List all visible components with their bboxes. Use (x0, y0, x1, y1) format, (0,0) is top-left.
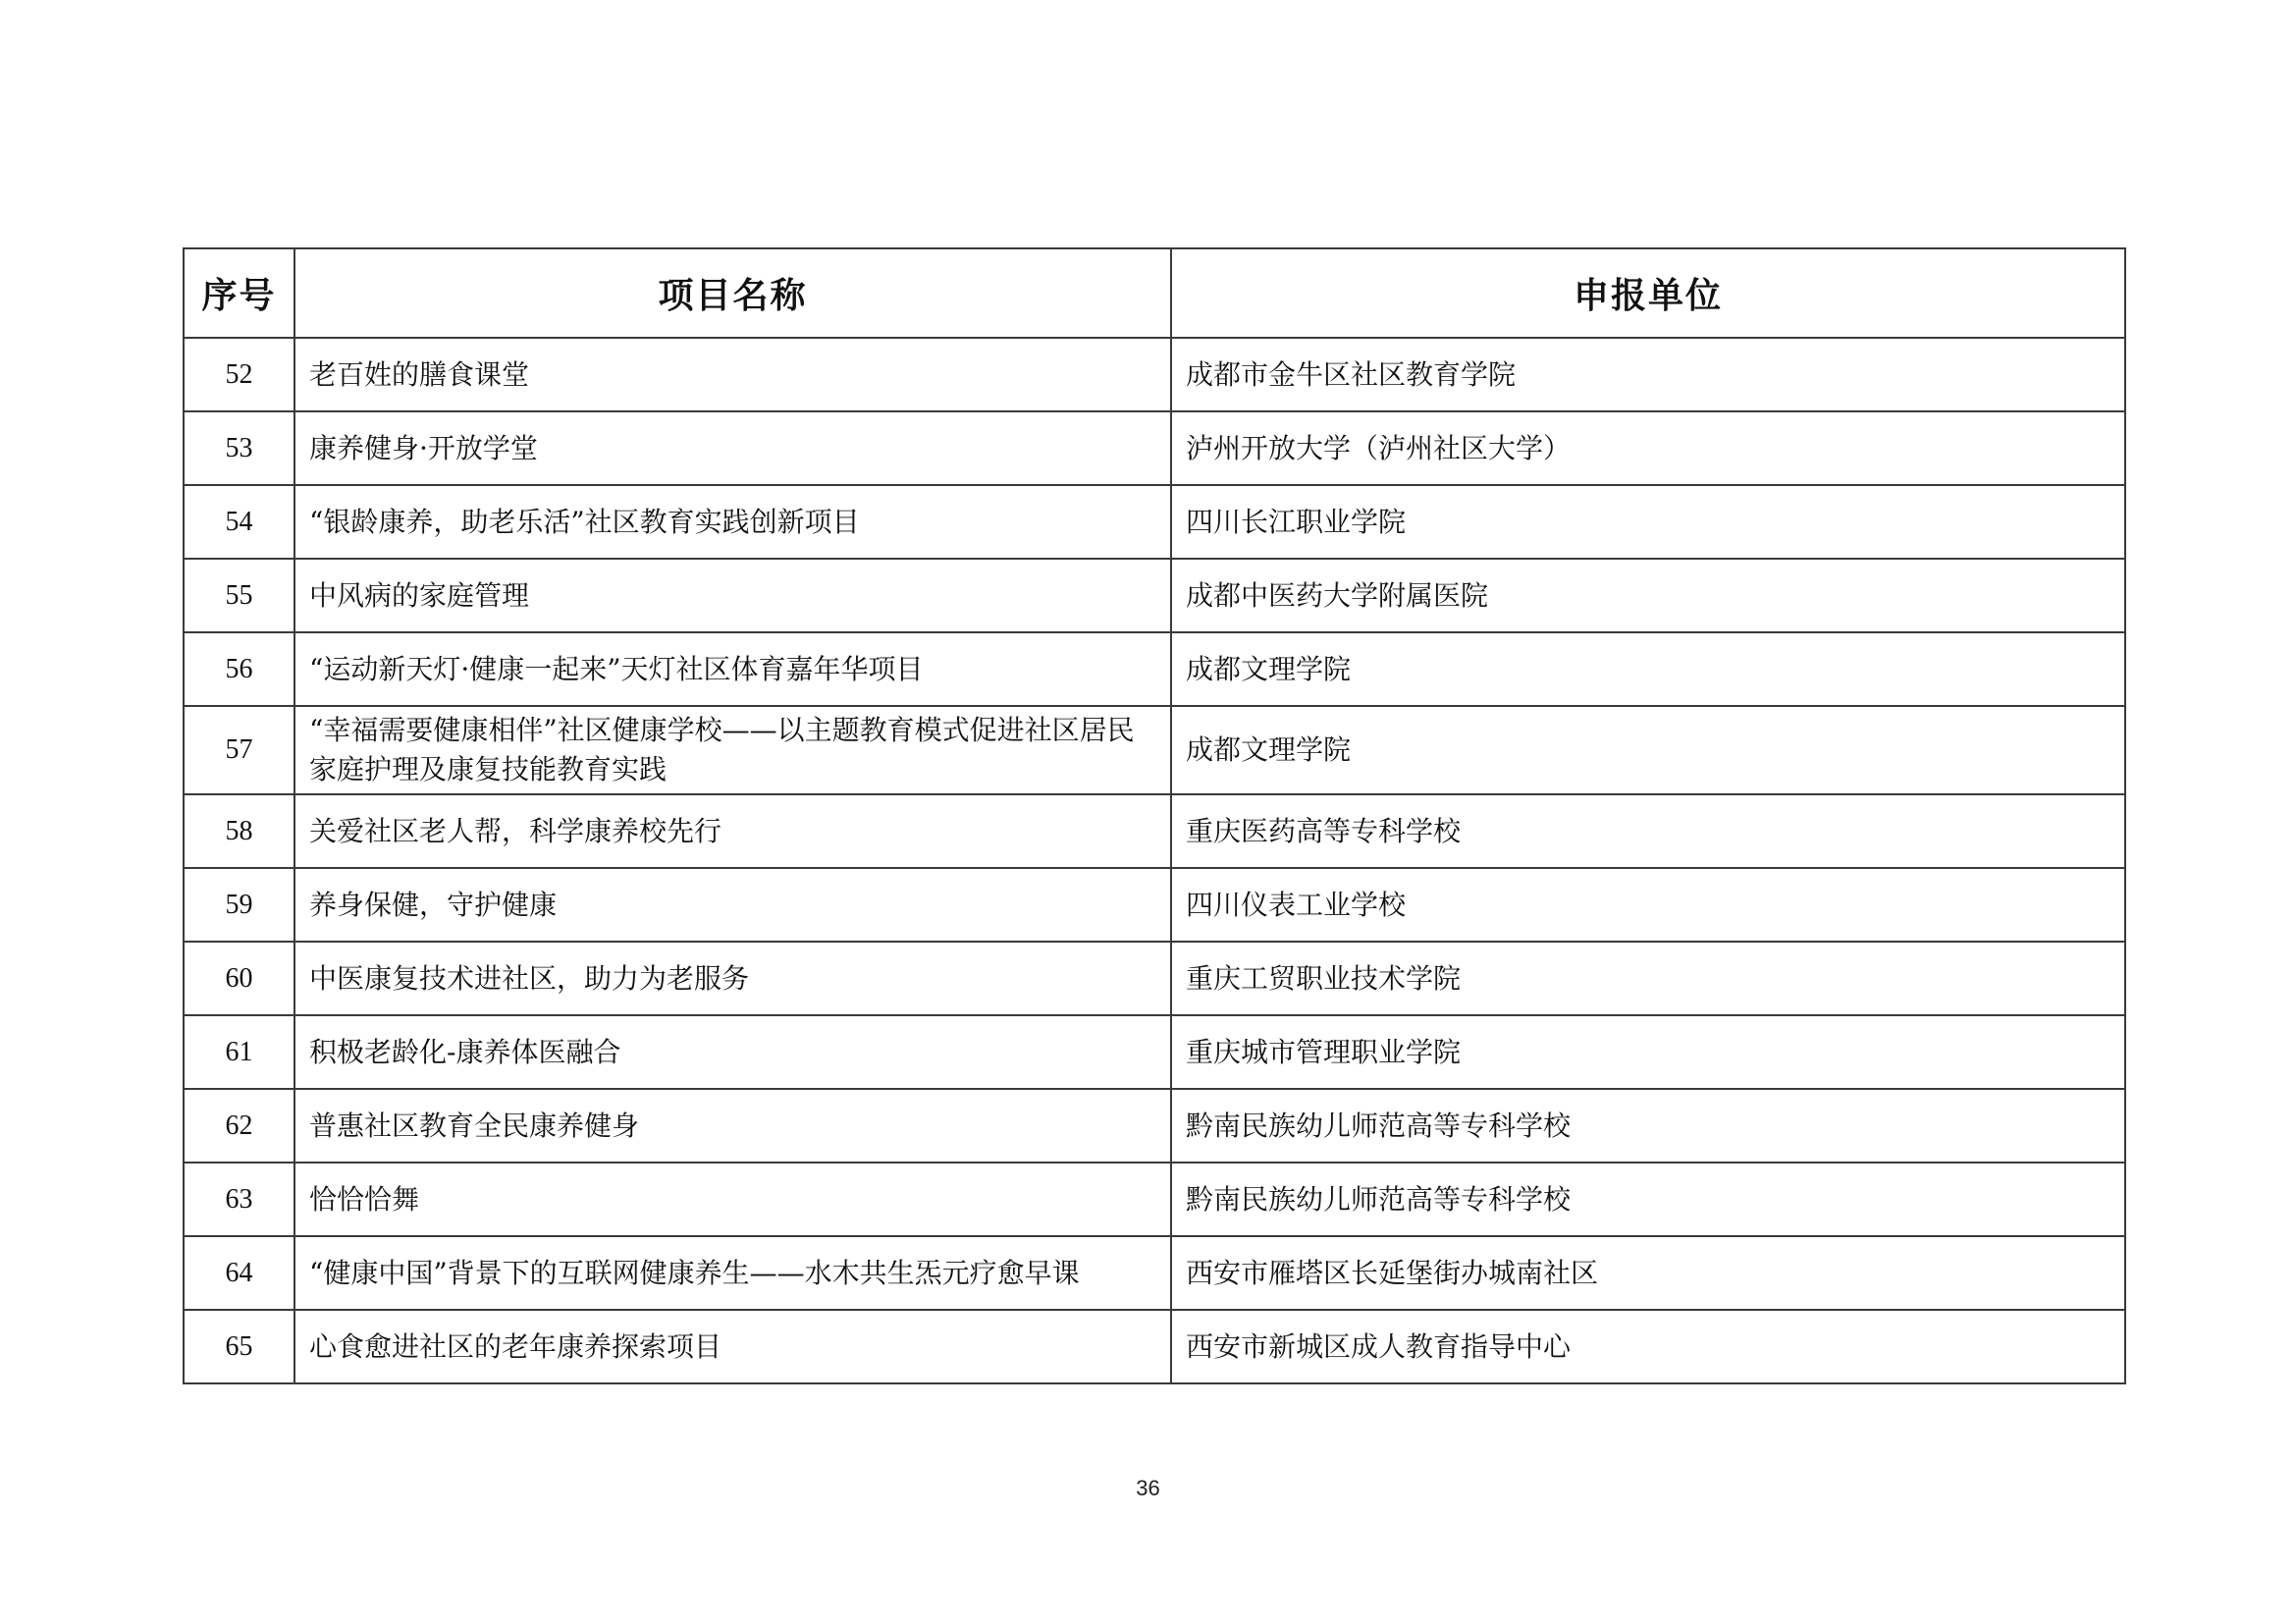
applicant-unit: 成都文理学院 (1171, 706, 2125, 794)
table-row (184, 1236, 2125, 1310)
project-name: 中医康复技术进社区，助力为老服务 (294, 942, 1171, 1015)
applicant-unit: 西安市新城区成人教育指导中心 (1171, 1310, 2125, 1383)
project-name: 普惠社区教育全民康养健身 (294, 1089, 1171, 1163)
applicant-unit: 重庆医药高等专科学校 (1171, 794, 2125, 868)
table-row (184, 942, 2125, 1015)
project-name: 心食愈进社区的老年康养探索项目 (294, 1310, 1171, 1383)
row-number: 62 (184, 1089, 294, 1163)
project-name: 恰恰恰舞 (294, 1163, 1171, 1236)
row-number: 52 (184, 338, 294, 411)
project-name: 康养健身·开放学堂 (294, 411, 1171, 485)
table-row (184, 411, 2125, 485)
project-name: 关爱社区老人帮，科学康养校先行 (294, 794, 1171, 868)
table-row (184, 1163, 2125, 1236)
table-row (184, 868, 2125, 942)
applicant-unit: 四川仪表工业学校 (1171, 868, 2125, 942)
row-number: 54 (184, 485, 294, 559)
applicant-unit: 黔南民族幼儿师范高等专科学校 (1171, 1163, 2125, 1236)
applicant-unit: 成都中医药大学附属医院 (1171, 559, 2125, 632)
header-project-name: 项目名称 (294, 248, 1171, 338)
applicant-unit: 四川长江职业学院 (1171, 485, 2125, 559)
project-table (183, 247, 2126, 1384)
project-name: 中风病的家庭管理 (294, 559, 1171, 632)
project-name: 养身保健，守护健康 (294, 868, 1171, 942)
table-row (184, 338, 2125, 411)
project-name: 积极老龄化-康养体医融合 (294, 1015, 1171, 1089)
applicant-unit: 西安市雁塔区长延堡街办城南社区 (1171, 1236, 2125, 1310)
row-number: 56 (184, 632, 294, 706)
table-row (184, 706, 2125, 794)
table-header-row (184, 248, 2125, 338)
project-name: “幸福需要健康相伴”社区健康学校——以主题教育模式促进社区居民家庭护理及康复技能教育实践 (294, 706, 1171, 794)
table-row (184, 632, 2125, 706)
table-row (184, 559, 2125, 632)
row-number: 55 (184, 559, 294, 632)
table-row (184, 1015, 2125, 1089)
applicant-unit: 重庆工贸职业技术学院 (1171, 942, 2125, 1015)
row-number: 59 (184, 868, 294, 942)
table-row (184, 794, 2125, 868)
project-name: “运动新天灯·健康一起来”天灯社区体育嘉年华项目 (294, 632, 1171, 706)
header-applicant-unit: 申报单位 (1171, 248, 2125, 338)
row-number: 58 (184, 794, 294, 868)
applicant-unit: 泸州开放大学（泸州社区大学） (1171, 411, 2125, 485)
row-number: 65 (184, 1310, 294, 1383)
project-name: “健康中国”背景下的互联网健康养生——水木共生炁元疗愈早课 (294, 1236, 1171, 1310)
table-row (184, 1089, 2125, 1163)
applicant-unit: 成都文理学院 (1171, 632, 2125, 706)
page-number: 36 (1136, 1476, 1160, 1500)
row-number: 57 (184, 706, 294, 794)
applicant-unit: 重庆城市管理职业学院 (1171, 1015, 2125, 1089)
table-row (184, 1310, 2125, 1383)
project-name: 老百姓的膳食课堂 (294, 338, 1171, 411)
row-number: 61 (184, 1015, 294, 1089)
header-serial-number: 序号 (184, 248, 294, 338)
row-number: 60 (184, 942, 294, 1015)
applicant-unit: 黔南民族幼儿师范高等专科学校 (1171, 1089, 2125, 1163)
table-row (184, 485, 2125, 559)
row-number: 64 (184, 1236, 294, 1310)
row-number: 63 (184, 1163, 294, 1236)
row-number: 53 (184, 411, 294, 485)
applicant-unit: 成都市金牛区社区教育学院 (1171, 338, 2125, 411)
project-name: “银龄康养，助老乐活”社区教育实践创新项目 (294, 485, 1171, 559)
